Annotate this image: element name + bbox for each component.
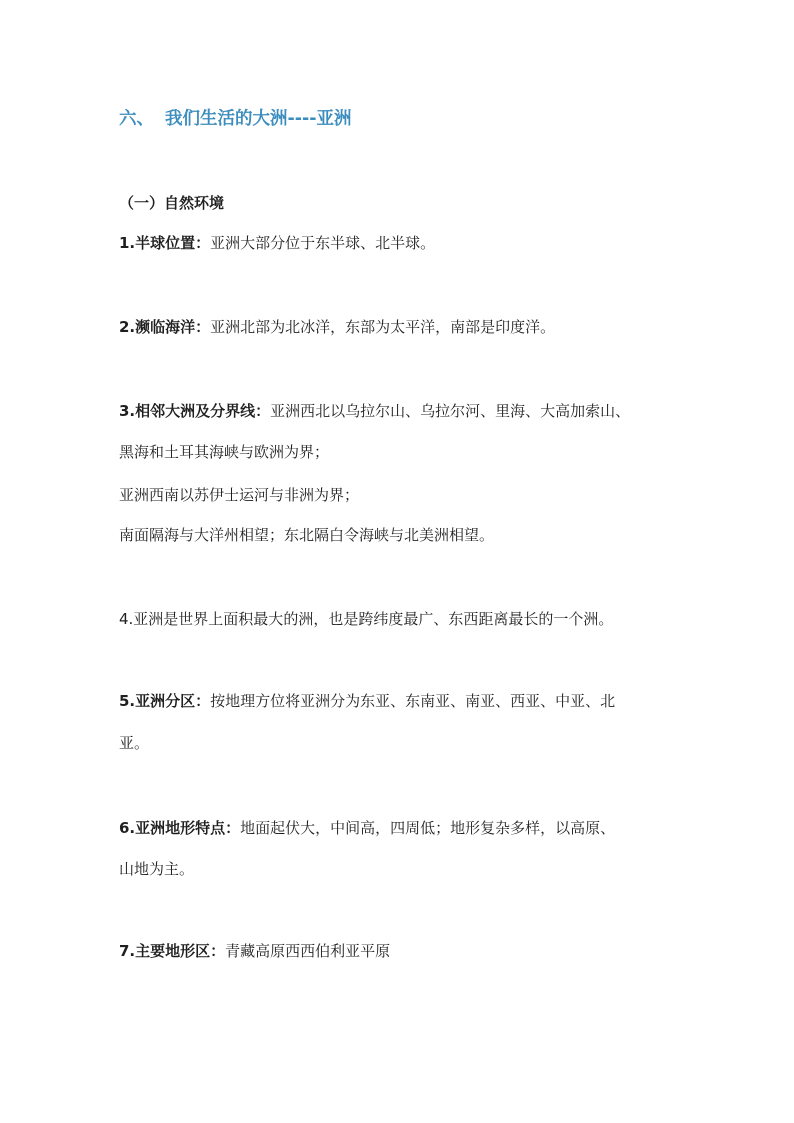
item-label: 2.濒临海洋： [119, 318, 211, 336]
section-heading: （一）自然环境 [119, 194, 225, 212]
item-label: 7.主要地形区： [119, 942, 226, 960]
item-oceans [119, 316, 689, 338]
item-text: 亚洲西北以乌拉尔山、乌拉尔河、里海、大高加索山、 [270, 402, 631, 420]
item-boundaries-line-4: 南面隔海与大洋州相望；东北隔白令海峡与北美洲相望。 [119, 526, 495, 544]
item-hemisphere [119, 232, 689, 254]
chapter-number: 六、 [119, 109, 154, 129]
item-boundaries [119, 400, 689, 422]
item-label: 6.亚洲地形特点： [119, 819, 241, 837]
item-text: 亚洲大部分位于东半球、北半球。 [210, 234, 436, 252]
item-label: 3.相邻大洲及分界线： [119, 402, 271, 420]
item-regions-line-2: 亚。 [119, 734, 150, 752]
item-text: 亚洲北部为北冰洋，东部为太平洋，南部是印度洋。 [210, 318, 556, 336]
chapter-title [119, 108, 689, 130]
item-landforms [119, 940, 689, 962]
item-terrain [119, 817, 689, 839]
item-text: 地面起伏大，中间高，四周低；地形复杂多样，以高原、 [240, 819, 616, 837]
chapter-title-text: 我们生活的大洲----亚洲 [165, 109, 352, 129]
item-label: 5.亚洲分区： [119, 692, 211, 710]
item-boundaries-line-2: 黑海和土耳其海峡与欧洲为界； [119, 443, 330, 461]
item-text: 按地理方位将亚洲分为东亚、东南亚、南亚、西亚、中亚、北 [210, 692, 616, 710]
item-terrain-line-2: 山地为主。 [119, 860, 195, 878]
item-regions [119, 690, 689, 712]
item-text: 青藏高原西西伯利亚平原 [225, 942, 391, 960]
item-boundaries-line-3: 亚洲西南以苏伊士运河与非洲为界； [119, 486, 360, 504]
item-largest-continent: 4.亚洲是世界上面积最大的洲，也是跨纬度最广、东西距离最长的一个洲。 [119, 610, 614, 628]
item-label: 1.半球位置： [119, 234, 211, 252]
